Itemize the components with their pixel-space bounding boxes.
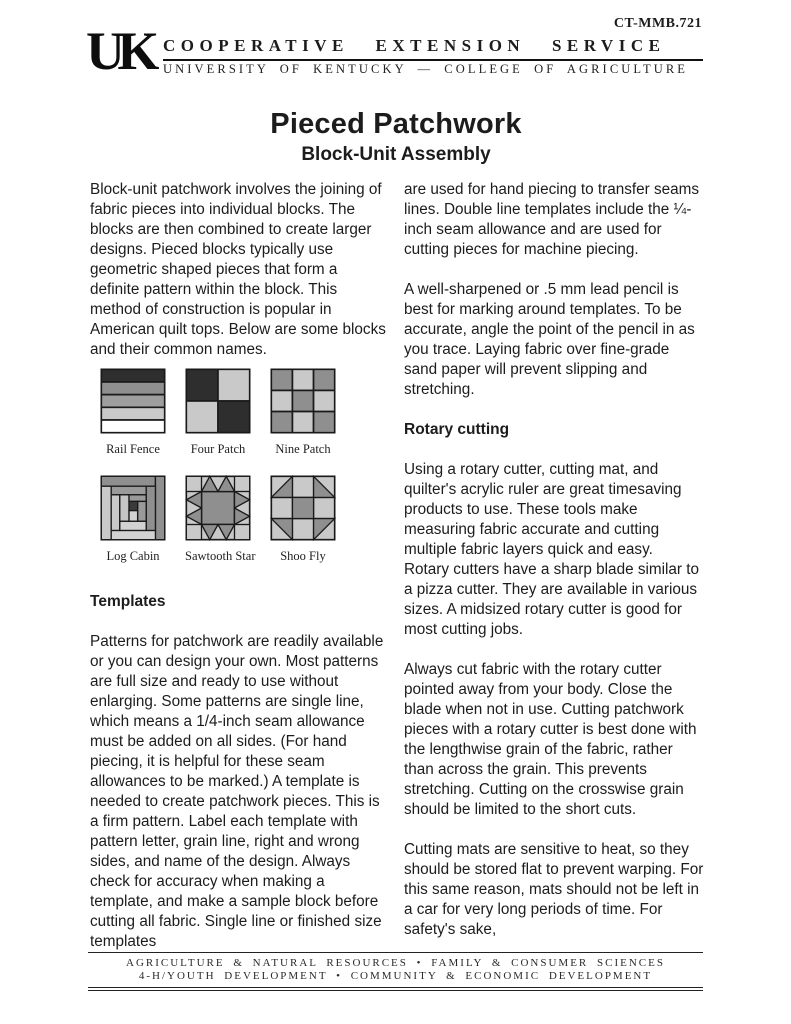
rotary-cutting-heading: Rotary cutting <box>404 421 510 438</box>
quilt-block-log-cabin <box>100 475 166 566</box>
shoo-fly-image <box>270 475 336 541</box>
block-label: Four Patch <box>190 442 246 456</box>
uk-logo: UK <box>86 21 152 81</box>
quilt-blocks-row-1 <box>100 368 390 459</box>
footer-line-1: AGRICULTURE & NATURAL RESOURCES • FAMILY & CONSUMER SCIENCES <box>126 957 665 969</box>
templates-continued-paragraph: are used for hand piecing to transfer seams lines. Double line templates include the ¼-inch seam allowance and are used for cutting pieces for machine piecing. <box>404 181 700 258</box>
block-label: Sawtooth Star <box>185 549 256 563</box>
quilt-block-rail-fence <box>100 368 166 459</box>
right-column <box>404 180 704 940</box>
title-block <box>90 108 702 166</box>
page-title: Pieced Patchwork <box>270 108 522 140</box>
rail-fence-image <box>100 368 166 434</box>
header-cooperative-extension: COOPERATIVE EXTENSION SERVICE <box>163 36 703 61</box>
cutting-mats-paragraph: Cutting mats are sensitive to heat, so they should be stored flat to prevent warping. For this same reason, mats should not be left in a car for very long periods of time. For safety's sake, <box>404 841 704 938</box>
pencil-paragraph: A well-sharpened or .5 mm lead pencil is best for marking around templates. To be accurate, angle the point of the pencil in as you trace. Laying fabric over fine-grade sand paper will prevent slipping and stretching. <box>404 281 695 398</box>
block-label: Log Cabin <box>106 549 160 563</box>
templates-heading: Templates <box>90 593 166 610</box>
quilt-block-shoo-fly <box>270 475 336 566</box>
rotary-intro-paragraph: Using a rotary cutter, cutting mat, and quilter's acrylic ruler are great timesaving products to use. These tools make measuring fabric accurate and cutting multiple fabric layers quick and easy. <box>404 461 682 558</box>
block-label: Shoo Fly <box>280 549 326 563</box>
document-number: CT-MMB.721 <box>613 16 702 31</box>
four-patch-image <box>185 368 251 434</box>
intro-paragraph: Block-unit patchwork involves the joining of fabric pieces into individual blocks. The blocks are then combined to create larger designs. Pieced blocks typically use geometric shaped pieces that form a definite pattern within the block. This method of construction is popular in American quilt tops. Below are some blocks and their common names. <box>90 181 386 358</box>
rotary-blade-paragraph: Rotary cutters have a sharp blade similar to a pizza cutter. They are available in various sizes. A midsized rotary cutter is good for most cutting jobs. <box>404 561 700 638</box>
left-column <box>90 180 390 952</box>
spacer <box>90 566 390 592</box>
quilt-block-nine-patch <box>270 368 336 459</box>
block-label: Rail Fence <box>106 442 160 456</box>
footer-program-areas <box>88 952 703 988</box>
footer-line-2: 4-H/YOUTH DEVELOPMENT • COMMUNITY & ECONOMIC DEVELOPMENT <box>138 970 653 982</box>
block-label: Nine Patch <box>275 442 331 456</box>
log-cabin-image <box>100 475 166 541</box>
footer-rule <box>88 990 703 991</box>
quilt-block-four-patch <box>185 368 251 459</box>
sawtooth-star-image <box>185 475 251 541</box>
header-university-college: UNIVERSITY OF KENTUCKY — COLLEGE OF AGRICULTURE <box>163 62 689 76</box>
nine-patch-image <box>270 368 336 434</box>
quilt-block-sawtooth-star <box>185 475 256 566</box>
templates-paragraph: Patterns for patchwork are readily available or you can design your own. Most patterns are full size and ready to use without enlarging. Some patterns are single line, which means a 1/4-inch seam allowance must be added on all sides. (For hand piecing, it is helpful for these seam allowances to be marked.) A template is needed to create patchwork pieces. This is a firm pattern. Label each template with pattern letter, grain line, right and wrong sides, and name of the design. Always check for accuracy when making a template, and make a sample block before cutting all fabric. Single line or finished size templates <box>90 633 384 950</box>
cutting-safety-paragraph: Always cut fabric with the rotary cutter pointed away from your body. Close the blade when not in use. Cutting patchwork pieces with a rotary cutter is best done with the lengthwise grain of the fabric, rather than across the grain. This prevents stretching. Cutting on the crosswise grain should be limited to the short cuts. <box>404 661 697 818</box>
page-subtitle: Block-Unit Assembly <box>301 144 491 165</box>
quilt-blocks-row-2 <box>100 475 390 566</box>
